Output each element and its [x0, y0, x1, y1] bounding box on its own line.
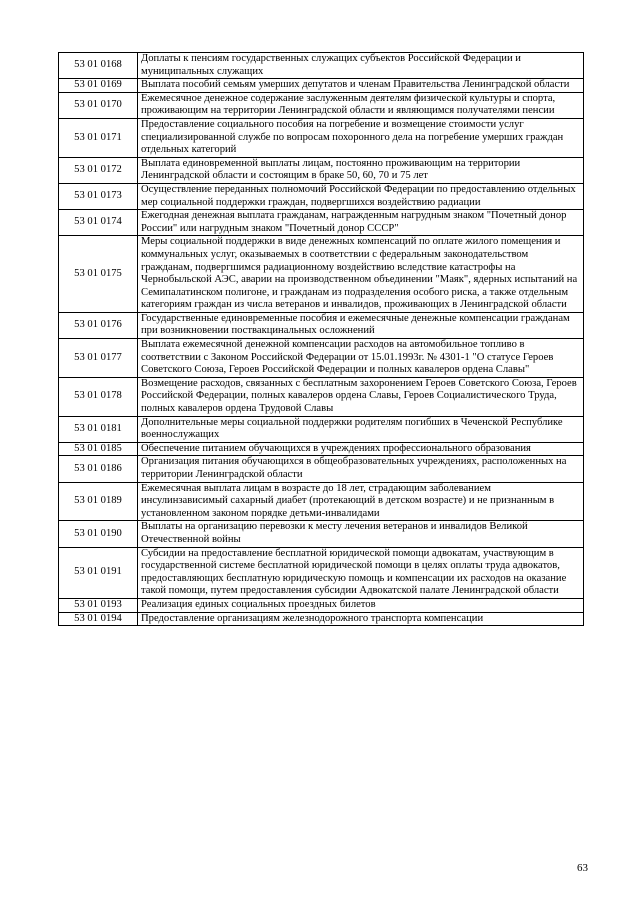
row-code: 53 01 0193 — [59, 598, 138, 612]
row-code: 53 01 0185 — [59, 442, 138, 456]
table-row — [59, 377, 584, 416]
row-code: 53 01 0177 — [59, 339, 138, 378]
row-code: 53 01 0189 — [59, 482, 138, 521]
table-row — [59, 416, 584, 442]
table-row — [59, 92, 584, 118]
row-description: Доплаты к пенсиям государственных служащих субъектов Российской Федерации и муниципальных служащих — [138, 53, 584, 79]
row-code: 53 01 0169 — [59, 79, 138, 93]
row-code: 53 01 0170 — [59, 92, 138, 118]
table-row — [59, 612, 584, 626]
row-code: 53 01 0190 — [59, 521, 138, 547]
table-row — [59, 210, 584, 236]
row-description: Меры социальной поддержки в виде денежных компенсаций по оплате жилого помещения и коммунальных услуг, оказываемых в соответствии с федеральным законодательством гражданам, подвергшимся радиационному воздействию вследствие катастрофы на Чернобыльской АЭС, аварии на производственном объединении "Маяк", ядерных испытаний на Семипалатинском полигоне, и гражданам из подразделения особого риска, а также отдельным категориям граждан из числа ветеранов и инвалидов, проживающих в Ленинградской области — [138, 236, 584, 313]
row-code: 53 01 0173 — [59, 183, 138, 209]
row-code: 53 01 0191 — [59, 547, 138, 598]
row-description: Организация питания обучающихся в общеобразовательных учреждениях, расположенных на территории Ленинградской области — [138, 456, 584, 482]
table-row — [59, 482, 584, 521]
table-row — [59, 53, 584, 79]
row-description: Обеспечение питанием обучающихся в учреждениях профессионального образования — [138, 442, 584, 456]
row-description: Государственные единовременные пособия и ежемесячные денежные компенсации гражданам при возникновении поствакцинальных осложнений — [138, 312, 584, 338]
row-description: Ежегодная денежная выплата гражданам, награжденным нагрудным знаком "Почетный донор России" или нагрудным знаком "Почетный донор СССР" — [138, 210, 584, 236]
table-row — [59, 118, 584, 157]
row-description: Предоставление социального пособия на погребение и возмещение стоимости услуг специализированной службе по вопросам похоронного дела на погребение умерших граждан отдельных категорий — [138, 118, 584, 157]
row-description: Выплата пособий семьям умерших депутатов и членам Правительства Ленинградской области — [138, 79, 584, 93]
row-code: 53 01 0186 — [59, 456, 138, 482]
table-row — [59, 547, 584, 598]
row-code: 53 01 0194 — [59, 612, 138, 626]
row-description: Субсидии на предоставление бесплатной юридической помощи адвокатам, участвующим в государственной системе бесплатной юридической помощи в целях оплаты труда адвокатов, предоставляющих бесплатную юридическую помощь и компенсации их расходов на оказание такой помощи, путем предоставления субсидии Адвокатской палате Ленинградской области — [138, 547, 584, 598]
row-code: 53 01 0171 — [59, 118, 138, 157]
budget-codes-table — [58, 52, 584, 626]
row-description: Осуществление переданных полномочий Российской Федерации по предоставлению отдельных мер социальной поддержки граждан, подвергшихся воздействию радиации — [138, 183, 584, 209]
row-description: Выплата единовременной выплаты лицам, постоянно проживающим на территории Ленинградской области и состоящим в браке 50, 60, 70 и 75 лет — [138, 157, 584, 183]
row-code: 53 01 0172 — [59, 157, 138, 183]
table-row — [59, 521, 584, 547]
row-code: 53 01 0176 — [59, 312, 138, 338]
table-row — [59, 442, 584, 456]
table-row — [59, 183, 584, 209]
row-description: Дополнительные меры социальной поддержки родителям погибших в Чеченской Республике военнослужащих — [138, 416, 584, 442]
row-description: Возмещение расходов, связанных с бесплатным захоронением Героев Советского Союза, Героев Российской Федерации, полных кавалеров ордена Славы, Героев Социалистического Труда, полных кавалеров ордена Трудовой Славы — [138, 377, 584, 416]
row-description: Ежемесячное денежное содержание заслуженным деятелям физической культуры и спорта, проживающим на территории Ленинградской области и являющимся получателями пенсии — [138, 92, 584, 118]
row-code: 53 01 0168 — [59, 53, 138, 79]
table-body — [59, 53, 584, 626]
table-row — [59, 236, 584, 313]
row-code: 53 01 0178 — [59, 377, 138, 416]
page-number: 63 — [577, 862, 588, 874]
row-code: 53 01 0174 — [59, 210, 138, 236]
row-description: Выплаты на организацию перевозки к месту лечения ветеранов и инвалидов Великой Отечественной войны — [138, 521, 584, 547]
table-row — [59, 456, 584, 482]
row-code: 53 01 0181 — [59, 416, 138, 442]
table-row — [59, 157, 584, 183]
row-description: Реализация единых социальных проездных билетов — [138, 598, 584, 612]
row-description: Ежемесячная выплата лицам в возрасте до 18 лет, страдающим заболеванием инсулинзависимый сахарный диабет (протекающий в детском возрасте) и не признанным в установленном законом порядке детьми-инвалидами — [138, 482, 584, 521]
row-code: 53 01 0175 — [59, 236, 138, 313]
table-row — [59, 312, 584, 338]
table-row — [59, 598, 584, 612]
table-row — [59, 339, 584, 378]
table-row — [59, 79, 584, 93]
row-description: Выплата ежемесячной денежной компенсации расходов на автомобильное топливо в соответствии с Законом Российской Федерации от 15.01.1993г. № 4301-1 "О статусе Героев Советского Союза, Героев Российской Федерации и полных кавалеров ордена Славы" — [138, 339, 584, 378]
row-description: Предоставление организациям железнодорожного транспорта компенсации — [138, 612, 584, 626]
